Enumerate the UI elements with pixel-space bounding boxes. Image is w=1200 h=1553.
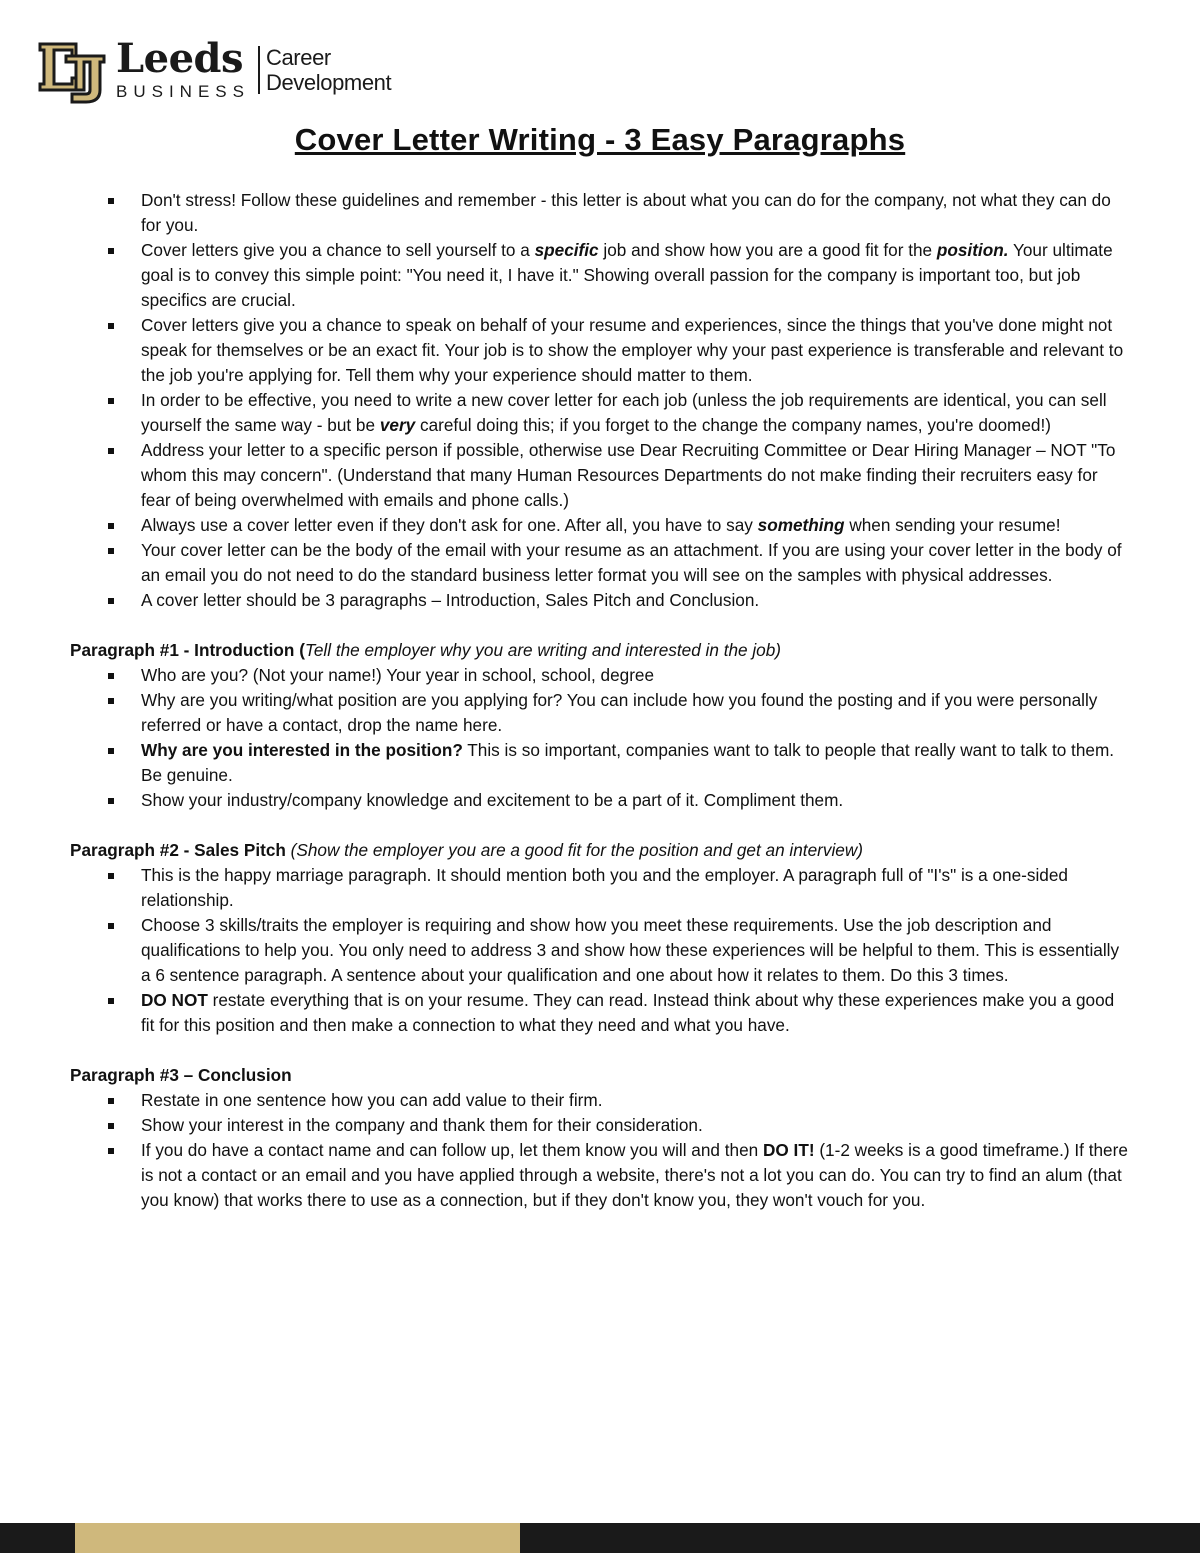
bullet-icon — [108, 1098, 114, 1104]
list-item — [70, 688, 1130, 738]
item-text: Always use a cover letter even if they don't ask for one. After all, you have to say — [141, 515, 758, 535]
list-item — [70, 788, 1130, 813]
list-item — [70, 863, 1130, 913]
bullet-icon — [108, 198, 114, 204]
list-item — [70, 1138, 1130, 1213]
bold-text: DO NOT — [141, 990, 208, 1010]
item-text: careful doing this; if you forget to the change the company names, you're doomed!) — [415, 415, 1051, 435]
paragraph-1-heading — [70, 638, 1130, 663]
list-item — [70, 188, 1130, 238]
list-item — [70, 663, 1130, 688]
list-item — [70, 388, 1130, 438]
item-text: Address your letter to a specific person if possible, otherwise use Dear Recruiting Committee or Dear Hiring Manager – NOT "To whom this may concern". (Understand that many Human Resources Departments do not make finding their recruiters easy for fear of being overwhelmed with emails and phone calls.) — [141, 440, 1116, 510]
item-text: job and show how you are a good fit for the — [598, 240, 937, 260]
paragraph-1-list — [70, 663, 1130, 813]
paragraph-3-list — [70, 1088, 1130, 1213]
emphasis-text: something — [757, 515, 845, 535]
bullet-icon — [108, 923, 114, 929]
item-text: Your ultimate goal is to convey this simple point: "You need it, I have it." Showing overall passion for the company is important too, but job specifics are crucial. — [141, 240, 1113, 310]
list-item — [70, 313, 1130, 388]
leeds-word: Leeds — [116, 35, 244, 82]
bullet-icon — [108, 873, 114, 879]
heading-text: Paragraph #2 - Sales Pitch — [70, 840, 286, 860]
list-item — [70, 538, 1130, 588]
bullet-icon — [108, 398, 114, 404]
logo-divider — [258, 46, 260, 94]
item-text: Who are you? (Not your name!) Your year in school, school, degree — [141, 665, 655, 685]
item-text: This is so important, companies want to talk to people that really want to talk to them. Be genuine. — [141, 740, 1115, 785]
item-text: restate everything that is on your resume. They can read. Instead think about why these experiences make you a good fit for this position and then make a connection to what they need and what you have. — [141, 990, 1115, 1035]
list-item — [70, 1088, 1130, 1113]
career-word: Career — [265, 45, 331, 70]
heading-note: (Show the employer you are a good fit for the position and get an interview) — [285, 840, 863, 860]
paragraph-2-list — [70, 863, 1130, 1038]
heading-text: Paragraph #3 – Conclusion — [70, 1065, 292, 1085]
item-text: Show your interest in the company and thank them for their consideration. — [141, 1115, 703, 1135]
bold-text: DO IT! — [763, 1140, 815, 1160]
bullet-icon — [108, 673, 114, 679]
list-item — [70, 988, 1130, 1038]
bullet-icon — [108, 1148, 114, 1154]
list-item — [70, 913, 1130, 988]
heading-note: Tell the employer why you are writing and interested in the job) — [304, 640, 782, 660]
paragraph-3-heading — [70, 1063, 1130, 1088]
emphasis-text: specific — [534, 240, 599, 260]
item-text: Choose 3 skills/traits the employer is requiring and show how you meet these requirements. Use the job description and qualifications to help you. You only need to address 3 and show how these experiences will be helpful to them. This is essentially a 6 sentence paragraph. A sentence about your qualification and one about how it relates to them. Do this 3 times. — [141, 915, 1120, 985]
heading-text: Paragraph #1 - Introduction ( — [70, 640, 305, 660]
list-item — [70, 738, 1130, 788]
list-item — [70, 438, 1130, 513]
item-text: (1-2 weeks is a good timeframe.) If there is not a contact or an email and you have applied through a website, there's not a lot you can do. You can try to find an alum (that you know) that works there to use as a connection, but if they don't know you, they won't vouch for you. — [141, 1140, 1128, 1210]
item-text: when sending your resume! — [844, 515, 1061, 535]
footer-gold — [75, 1523, 520, 1553]
bullet-icon — [108, 548, 114, 554]
item-text: Show your industry/company knowledge and excitement to be a part of it. Compliment them. — [141, 790, 844, 810]
bullet-icon — [108, 798, 114, 804]
list-item — [70, 238, 1130, 313]
item-text: Your cover letter can be the body of the email with your resume as an attachment. If you are using your cover letter in the body of an email you do not need to do the standard business letter format you will see on the samples with physical addresses. — [141, 540, 1122, 585]
item-text: Don't stress! Follow these guidelines and remember - this letter is about what you can do for the company, not what they can do for you. — [141, 190, 1111, 235]
list-item — [70, 1113, 1130, 1138]
emphasis-text: very — [379, 415, 416, 435]
leeds-wordmark — [116, 35, 250, 101]
document-body — [70, 188, 1130, 1213]
bold-text: Why are you interested in the position? — [141, 740, 463, 760]
list-item — [70, 588, 1130, 613]
item-text: In order to be effective, you need to write a new cover letter for each job (unless the job requirements are identical, you can sell yourself the same way - but be — [141, 390, 1107, 435]
item-text: A cover letter should be 3 paragraphs – Introduction, Sales Pitch and Conclusion. — [141, 590, 760, 610]
cu-logo-icon — [36, 34, 108, 106]
bullet-icon — [108, 448, 114, 454]
bullet-icon — [108, 1123, 114, 1129]
intro-list — [70, 188, 1130, 613]
bullet-icon — [108, 998, 114, 1004]
item-text: This is the happy marriage paragraph. It should mention both you and the employer. A paragraph full of "I's" is a one-sided relationship. — [141, 865, 1068, 910]
development-word: Development — [265, 70, 392, 95]
bullet-icon — [108, 698, 114, 704]
bullet-icon — [108, 248, 114, 254]
bullet-icon — [108, 598, 114, 604]
footer-bar — [0, 1523, 1200, 1553]
footer-black-right — [520, 1523, 1200, 1553]
emphasis-text: position. — [936, 240, 1009, 260]
item-text: Restate in one sentence how you can add value to their firm. — [141, 1090, 603, 1110]
page-title: Cover Letter Writing - 3 Easy Paragraphs — [294, 122, 906, 157]
item-text: Why are you writing/what position are you applying for? You can include how you found the posting and if you were personally referred or have a contact, drop the name here. — [141, 690, 1098, 735]
paragraph-2-heading — [70, 838, 1130, 863]
bullet-icon — [108, 323, 114, 329]
list-item — [70, 513, 1130, 538]
footer-black-left — [0, 1523, 75, 1553]
business-word: BUSINESS — [116, 82, 250, 101]
leeds-logo — [36, 34, 391, 106]
item-text: Cover letters give you a chance to sell yourself to a — [141, 240, 535, 260]
item-text: Cover letters give you a chance to speak on behalf of your resume and experiences, since the things that you've done might not speak for themselves or be an exact fit. Your job is to show the employer why your past experience is transferable and relevant to the job you're applying for. Tell them why your experience should matter to them. — [141, 315, 1124, 385]
bullet-icon — [108, 523, 114, 529]
item-text: If you do have a contact name and can follow up, let them know you will and then — [141, 1140, 763, 1160]
career-development-wordmark — [266, 45, 391, 95]
bullet-icon — [108, 748, 114, 754]
